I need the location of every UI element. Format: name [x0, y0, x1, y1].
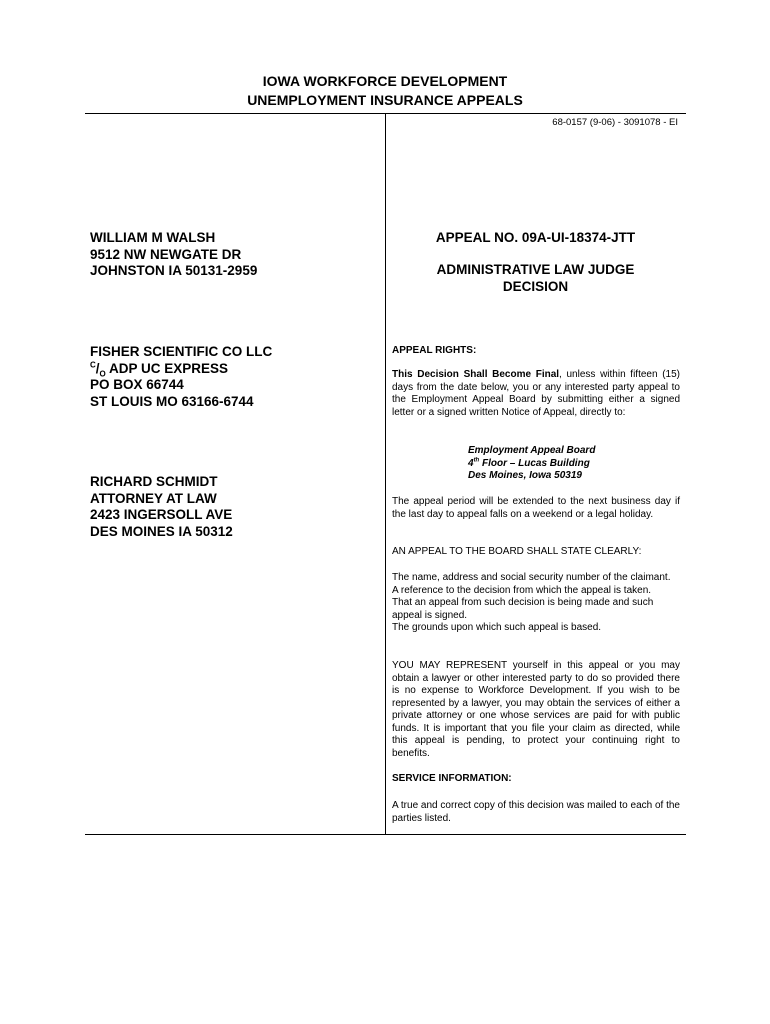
requirement-item: A reference to the decision from which the appeal is taken.	[392, 584, 652, 596]
appeal-requirements	[392, 572, 680, 635]
employer-care-of	[90, 361, 272, 378]
board-address	[468, 445, 595, 483]
board-city: Des Moines, Iowa 50319	[468, 470, 582, 481]
requirement-item: The grounds upon which such appeal is based.	[392, 622, 602, 633]
extension-notice: The appeal period will be extended to the next business day if the last day to appeal falls on a weekend or a legal holiday.	[392, 496, 680, 520]
requirement-item: That an appeal from such decision is being made and such appeal is signed.	[392, 597, 654, 621]
bottom-rule	[85, 834, 686, 835]
service-info-heading: SERVICE INFORMATION:	[392, 773, 512, 784]
representative-address	[90, 474, 233, 540]
appeal-rights-body: , unless within fifteen (15) days from the date below, you or any interested party appeal to the Employment Appeal Board by submitting either a signed letter or a signed written Notice of Appeal, directly to:	[392, 369, 680, 418]
appeal-rights-heading: APPEAL RIGHTS:	[392, 345, 477, 356]
state-clearly-heading: AN APPEAL TO THE BOARD SHALL STATE CLEARLY:	[392, 546, 642, 557]
agency-title: IOWA WORKFORCE DEVELOPMENT	[262, 73, 508, 89]
representative-city: DES MOINES IA 50312	[90, 523, 233, 539]
representative-name: RICHARD SCHMIDT	[90, 474, 218, 489]
care-of-c: C	[90, 360, 96, 369]
board-building: Floor – Lucas Building	[479, 457, 590, 469]
board-name: Employment Appeal Board	[468, 445, 596, 456]
requirement-item: The name, address and social security number of the claimant.	[392, 572, 671, 583]
employer-box: PO BOX 66744	[90, 377, 184, 392]
representation-notice: YOU MAY REPRESENT yourself in this appeal or you may obtain a lawyer or other interested party to do so provided there is no expense to Workforce Development. If you wish to be represented by a lawyer, you may obtain the services of either a private attorney or one whose services are paid for with public funds. It is important that you file your claim as directed, while this appeal is pending, to protect your continuing right to benefits.	[392, 660, 680, 759]
claimant-address	[90, 230, 257, 280]
representative-street: 2423 INGERSOLL AVE	[90, 507, 233, 522]
decision-title	[390, 262, 681, 295]
employer-city: ST LOUIS MO 63166-6744	[90, 393, 254, 409]
claimant-street: 9512 NW NEWGATE DR	[90, 246, 242, 262]
decision-line-2: DECISION	[502, 278, 569, 294]
appeal-number: APPEAL NO. 09A-UI-18374-JTT	[435, 230, 636, 245]
final-notice: This Decision Shall Become Final	[392, 369, 560, 380]
employer-name: FISHER SCIENTIFIC CO LLC	[90, 344, 273, 359]
employer-address	[90, 344, 272, 410]
care-of-o: O	[99, 369, 106, 379]
column-divider	[385, 113, 386, 835]
decision-line-1: ADMINISTRATIVE LAW JUDGE	[436, 262, 635, 277]
claimant-name: WILLIAM M WALSH	[90, 230, 216, 245]
board-floor-number: 4	[468, 457, 474, 469]
representative-title: ATTORNEY AT LAW	[90, 490, 217, 506]
appeal-rights-text	[392, 369, 680, 419]
board-floor-suffix: th	[473, 457, 480, 464]
service-info-text: A true and correct copy of this decision was mailed to each of the parties listed.	[392, 800, 680, 824]
form-number: 68-0157 (9-06) - 3091078 - EI	[552, 117, 678, 128]
division-title: UNEMPLOYMENT INSURANCE APPEALS	[247, 92, 523, 108]
care-of-slash: /	[95, 360, 100, 376]
claimant-city: JOHNSTON IA 50131-2959	[90, 263, 258, 278]
board-floor	[468, 458, 595, 471]
care-of-name: ADP UC EXPRESS	[105, 360, 229, 376]
